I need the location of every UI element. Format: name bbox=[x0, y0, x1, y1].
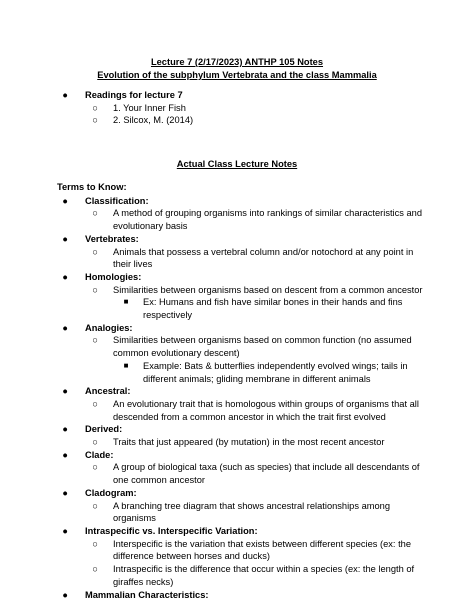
definition-text: Traits that just appeared (by mutation) in the most recent ancestor bbox=[113, 437, 385, 448]
term-item bbox=[57, 322, 427, 335]
term-label: Cladogram: bbox=[85, 487, 137, 498]
example-text: Ex: Humans and fish have similar bones in their hands and fins respectively bbox=[143, 297, 403, 321]
term-definition bbox=[57, 246, 427, 271]
readings-list bbox=[57, 89, 417, 127]
term-definition bbox=[57, 538, 427, 563]
term-item bbox=[57, 487, 427, 500]
example-text: Example: Bats & butterflies independently evolved wings; tails in different animals; gliding membrane in different animals bbox=[143, 360, 408, 384]
term-label: Clade: bbox=[85, 449, 114, 460]
term-example bbox=[57, 296, 427, 321]
circle-bullet-icon: ○ bbox=[92, 564, 98, 575]
term-definition bbox=[57, 436, 427, 449]
terms-heading: Terms to Know: bbox=[57, 182, 127, 192]
term-item bbox=[57, 233, 427, 246]
disc-bullet-icon: ● bbox=[62, 589, 68, 600]
term-definition bbox=[57, 284, 427, 297]
circle-bullet-icon: ○ bbox=[92, 284, 98, 295]
term-label: Analogies: bbox=[85, 322, 133, 333]
disc-bullet-icon: ● bbox=[62, 271, 68, 282]
definition-text: Interspecific is the variation that exists between different species (ex: the difference between horses and ducks) bbox=[113, 538, 411, 562]
term-item bbox=[57, 271, 427, 284]
term-label: Vertebrates: bbox=[85, 233, 139, 244]
term-label: Intraspecific vs. Interspecific Variation: bbox=[85, 525, 258, 536]
term-label: Derived: bbox=[85, 424, 123, 435]
circle-bullet-icon: ○ bbox=[92, 538, 98, 549]
title-line-1: Lecture 7 (2/17/2023) ANTHP 105 Notes bbox=[150, 57, 324, 67]
definition-text: Animals that possess a vertebral column and/or notochord at any point in their lives bbox=[113, 246, 414, 270]
term-item bbox=[57, 525, 427, 538]
term-item bbox=[57, 589, 427, 602]
terms-container bbox=[57, 195, 427, 602]
square-bullet-icon: ■ bbox=[123, 297, 129, 307]
definition-text: A branching tree diagram that shows ancestral relationships among organisms bbox=[113, 500, 390, 524]
disc-bullet-icon: ● bbox=[62, 195, 68, 206]
definition-text: Intraspecific is the difference that occur within a species (ex: the length of giraffes necks) bbox=[113, 564, 415, 587]
circle-bullet-icon: ○ bbox=[92, 115, 98, 126]
disc-bullet-icon: ● bbox=[62, 424, 68, 435]
circle-bullet-icon: ○ bbox=[92, 398, 98, 409]
term-example bbox=[57, 360, 427, 385]
disc-bullet-icon: ● bbox=[62, 386, 68, 397]
disc-bullet-icon: ● bbox=[62, 233, 68, 244]
circle-bullet-icon: ○ bbox=[92, 462, 98, 473]
disc-bullet-icon: ● bbox=[62, 525, 68, 536]
term-item bbox=[57, 195, 427, 208]
term-definition bbox=[57, 563, 427, 588]
term-definition bbox=[57, 334, 427, 359]
term-item bbox=[57, 385, 427, 398]
terms-list bbox=[57, 181, 427, 601]
reading-item: ○ 2. Silcox, M. (2014) bbox=[57, 114, 417, 127]
circle-bullet-icon: ○ bbox=[92, 102, 98, 113]
title-line-2: Evolution of the subphylum Vertebrata and the class Mammalia bbox=[97, 70, 377, 80]
definition-text: Similarities between organisms based on descent from a common ancestor bbox=[113, 284, 423, 295]
definition-text: Similarities between organisms based on common function (no assumed common evolutionary descent) bbox=[113, 335, 412, 359]
term-definition bbox=[57, 207, 427, 232]
circle-bullet-icon: ○ bbox=[92, 246, 98, 257]
circle-bullet-icon: ○ bbox=[92, 335, 98, 346]
definition-text: An evolutionary trait that is homologous within groups of organisms that all descended from a common ancestor in which the trait first evolved bbox=[113, 398, 419, 422]
term-definition bbox=[57, 500, 427, 525]
circle-bullet-icon: ○ bbox=[92, 437, 98, 448]
term-label: Classification: bbox=[85, 195, 149, 206]
term-item bbox=[57, 449, 427, 462]
term-label: Mammalian Characteristics: bbox=[85, 589, 209, 600]
disc-bullet-icon: ● bbox=[62, 90, 68, 100]
disc-bullet-icon: ● bbox=[62, 449, 68, 460]
document-title bbox=[0, 56, 474, 82]
term-label: Homologies: bbox=[85, 271, 142, 282]
reading-item: ○ 1. Your Inner Fish bbox=[57, 102, 417, 115]
circle-bullet-icon: ○ bbox=[92, 208, 98, 219]
circle-bullet-icon: ○ bbox=[92, 500, 98, 511]
term-label: Ancestral: bbox=[85, 386, 131, 397]
definition-text: A method of grouping organisms into rankings of similar characteristics and evolutionary basis bbox=[113, 208, 423, 232]
term-item bbox=[57, 423, 427, 436]
term-definition bbox=[57, 461, 427, 486]
square-bullet-icon: ■ bbox=[123, 360, 129, 370]
term-definition bbox=[57, 398, 427, 423]
section-title: Actual Class Lecture Notes bbox=[176, 159, 298, 169]
readings-heading: ● Readings for lecture 7 bbox=[57, 89, 417, 102]
disc-bullet-icon: ● bbox=[62, 487, 68, 498]
disc-bullet-icon: ● bbox=[62, 322, 68, 333]
definition-text: A group of biological taxa (such as species) that include all descendants of one common ancestor bbox=[113, 462, 420, 486]
